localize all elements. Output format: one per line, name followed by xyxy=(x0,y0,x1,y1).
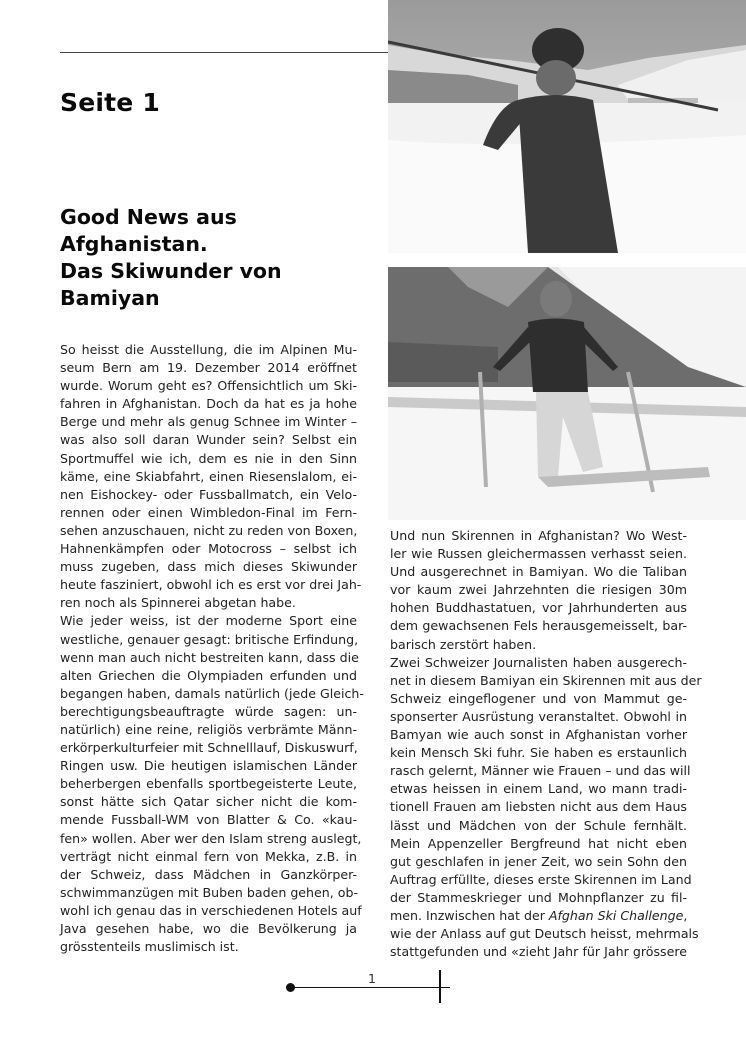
text-line: Berge und mehr als genug Schnee im Winter – xyxy=(60,414,357,430)
article-headline xyxy=(60,204,380,312)
text-line: Wie jeder weiss, ist der moderne Sport eine xyxy=(60,613,357,629)
text-line: berechtigungsbeauftragte würde sagen: un- xyxy=(60,703,357,719)
footer-tick-ornament xyxy=(439,970,441,1003)
text-line: grösstenteils muslimisch ist. xyxy=(60,939,239,955)
text-line: etwas heissen in einem Land, wo mann tradi- xyxy=(390,781,687,797)
photo-woman-with-skis xyxy=(388,0,746,253)
text-line: dem gewachsenen Fels herausgemeisselt, bar- xyxy=(390,618,687,634)
text-line: sonst hätte sich Qatar sicher nicht die kom- xyxy=(60,794,357,810)
text-line: Schweiz eingeflogener und von Mammut ge- xyxy=(390,690,687,706)
text-fragment: men. Inzwischen hat der xyxy=(390,907,549,923)
text-line: Mein Appenzeller Bergfreund hat nicht eben xyxy=(390,835,687,851)
text-line: barisch zerstört haben. xyxy=(390,636,537,652)
text-line: Bamyan wie auch sonst in Afghanistan vorher xyxy=(390,727,687,743)
text-line: Sportmuffel wie ich, dem es nie in den Sinn xyxy=(60,450,357,466)
text-line: schwimmanzügen mit Buben baden gehen, ob- xyxy=(60,884,359,900)
right-column-text xyxy=(390,527,702,961)
text-line: gut geschlafen in jener Zeit, wo sein Sohn den xyxy=(390,853,687,869)
page-footer xyxy=(0,965,746,1025)
headline-line: Good News aus xyxy=(60,205,237,229)
text-line: rasch gelernt, Männer wie Frauen – und das will xyxy=(390,763,691,779)
left-column-text xyxy=(60,341,364,956)
text-line: net in diesem Bamiyan ein Skirennen mit aus der xyxy=(390,672,702,688)
text-line: vor kaum zwei Jahrzehnten die riesigen 30m xyxy=(390,582,687,598)
text-line: Auftrag erfüllte, dieses erste Skirennen im Land xyxy=(390,871,692,887)
text-line: was also soll daran Wunder sein? Selbst ein xyxy=(60,432,357,448)
text-line: der Schweiz, dass Mädchen in Ganzkörper- xyxy=(60,866,357,882)
text-line: beherbergen ebenfalls sportbegeisterte Leute, xyxy=(60,776,357,792)
text-line: lässt und Mädchen von der Schule fernhält. xyxy=(390,817,687,833)
text-line: begangen haben, damals natürlich (jede Gleich- xyxy=(60,685,364,701)
text-line: Zwei Schweizer Journalisten haben ausgerech- xyxy=(390,654,687,670)
text-line: wurde. Worum geht es? Offensichtlich um Ski- xyxy=(60,378,357,394)
text-line: kein Mensch Ski fuhr. Sie haben es erstaunlich xyxy=(390,745,687,761)
top-rule xyxy=(60,52,388,53)
photo-icon xyxy=(388,267,746,520)
headline-line: Das Skiwunder von xyxy=(60,259,282,283)
photo-icon xyxy=(388,0,746,253)
headline-line: Afghanistan. xyxy=(60,232,208,256)
text-line: wie der Anlass auf gut Deutsch heisst, mehrmals xyxy=(390,926,699,942)
headline-line: Bamiyan xyxy=(60,286,160,310)
text-line: heute fasziniert, obwohl ich es erst vor drei Jah- xyxy=(60,577,362,593)
text-line: So heisst die Ausstellung, die im Alpinen Mu- xyxy=(60,342,357,357)
text-line: wohl ich genau das in verschiedenen Hotels auf xyxy=(60,902,362,918)
text-line: muss zugeben, dass mich dieses Skiwunder xyxy=(60,559,357,575)
footer-rule xyxy=(290,987,450,988)
text-line: erkörperkulturfeier mit Schnelllauf, Diskuswurf, xyxy=(60,740,358,756)
text-line: Hahnenkämpfen oder Motocross – selbst ich xyxy=(60,541,357,557)
text-line: ren noch als Spinnerei abgetan habe. xyxy=(60,595,296,611)
text-line: seum Bern am 19. Dezember 2014 eröffnet xyxy=(60,360,357,376)
text-line: käme, eine Skiabfahrt, einen Riesenslalom, ei- xyxy=(60,468,357,484)
text-line: Und nun Skirennen in Afghanistan? Wo West- xyxy=(390,528,687,543)
text-line: alten Griechen die Olympiaden erfunden und xyxy=(60,667,357,683)
event-name: Afghan Ski Challenge xyxy=(548,907,684,923)
text-line: der Stammeskrieger und Mohnpflanzer zu fil- xyxy=(390,889,687,905)
text-line: fen» wollen. Aber wer den Islam streng auslegt, xyxy=(60,830,362,846)
section-title: Seite 1 xyxy=(60,88,160,117)
page-number: 1 xyxy=(368,971,376,986)
text-line: stattgefunden und «zieht Jahr für Jahr grössere xyxy=(390,944,687,960)
text-line-with-italic xyxy=(390,907,687,925)
photo-man-on-wooden-skis xyxy=(388,267,746,520)
text-line: Ringen usw. Die heutigen islamischen Länder xyxy=(60,758,357,774)
text-line: rennen oder einen Wimbledon-Final im Fern- xyxy=(60,504,357,520)
text-line: verträgt nicht einmal fern von Mekka, z.B. in xyxy=(60,848,357,864)
text-line: wenn man auch nicht bestreiten kann, dass die xyxy=(60,649,359,665)
text-line: sehen anzuschauen, nicht zu reden von Boxen, xyxy=(60,522,358,538)
text-line: ler wie Russen gleichermassen verhasst seien. xyxy=(390,546,687,562)
text-line: mende Fussball-WM von Blatter & Co. «kau- xyxy=(60,812,357,828)
text-fragment: , xyxy=(683,907,688,923)
text-line: sponserter Ausrüstung veranstaltet. Obwohl in xyxy=(390,708,687,724)
text-line: natürlich) eine reine, religiös verbrämte Männ- xyxy=(60,721,357,737)
text-line: westliche, genauer gesagt: britische Erfindung, xyxy=(60,631,359,647)
text-line: Und ausgerechnet in Bamiyan. Wo die Taliban xyxy=(390,564,687,580)
text-line: hohen Buddhastatuen, vor Jahrhunderten aus xyxy=(390,600,687,616)
text-line: Java gesehen habe, wo die Bevölkerung ja xyxy=(60,921,357,936)
text-line: nen Eishockey- oder Fussballmatch, ein Velo- xyxy=(60,486,357,502)
text-line: tionell Frauen am liebsten nicht aus dem Haus xyxy=(390,799,687,815)
text-line: fahren in Afghanistan. Doch da hat es ja hohe xyxy=(60,396,357,412)
